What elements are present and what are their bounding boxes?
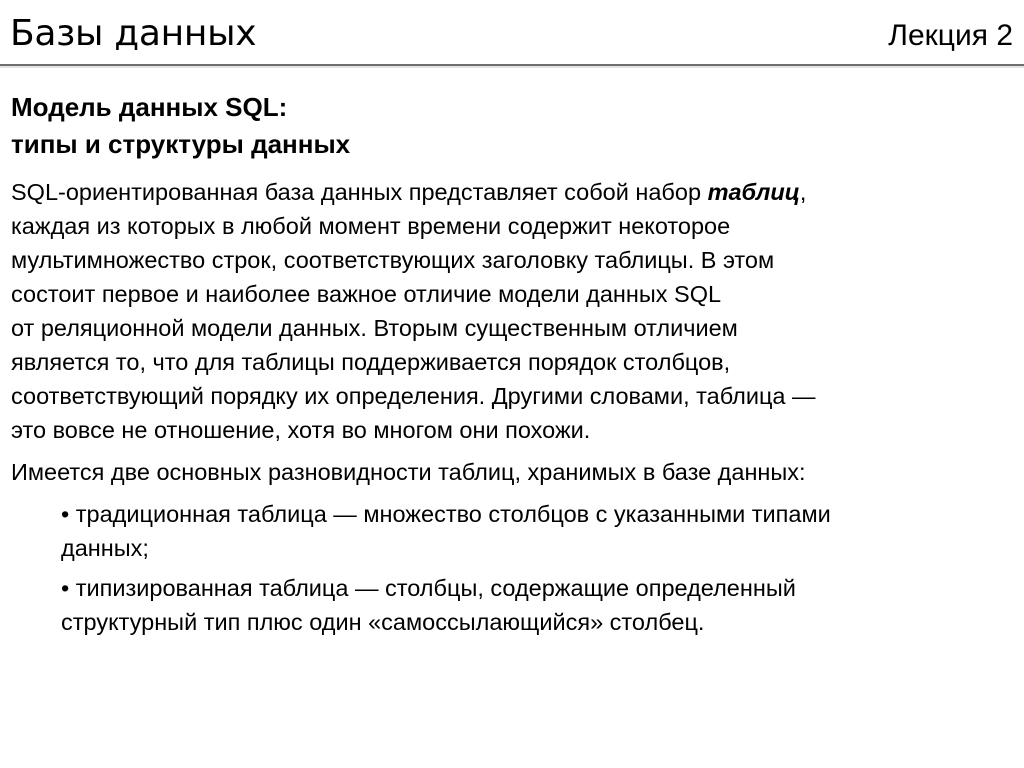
intro-line-7: соответствующий порядку их определения. Другими словами, таблица —: [11, 383, 816, 409]
slide-heading-line-2: типы и структуры данных: [11, 129, 351, 159]
header-divider-shadow: [0, 66, 1024, 68]
emphasized-term: таблиц: [707, 179, 800, 205]
slide-header: [0, 0, 1024, 64]
intro-paragraph: [11, 175, 1001, 447]
intro-line-1-end: ,: [799, 179, 807, 205]
intro-line-5: от реляционной модели данных. Вторым существенным отличием: [11, 315, 738, 341]
slide-heading-line-1: Модель данных SQL:: [11, 92, 288, 122]
bullet-item-traditional-table: [61, 497, 1011, 565]
intro-line-1: [11, 175, 1001, 209]
slide-content: [11, 89, 1011, 645]
intro-line-8: это вовсе не отношение, хотя во многом они похожи.: [11, 417, 591, 443]
intro-line-6: является то, что для таблицы поддерживается порядок столбцов,: [11, 349, 731, 375]
bullet-1-line-2: данных;: [61, 535, 149, 561]
intro-line-3: мультимножество строк, соответствующих заголовку таблицы. В этом: [11, 247, 775, 273]
lecture-label: Лекция 2: [888, 19, 1013, 52]
bullet-item-typed-table: [61, 571, 1011, 639]
slide-heading: [11, 89, 1011, 163]
bullet-2-line-2: структурный тип плюс один «самоссылающийся» столбец.: [61, 609, 705, 635]
intro-line-1-text: SQL-ориентированная база данных представляет собой набор: [11, 179, 708, 205]
table-kinds-paragraph: Имеется две основных разновидности таблиц, хранимых в базе данных:: [11, 459, 806, 485]
intro-line-4: состоит первое и наиболее важное отличие модели данных SQL: [11, 281, 722, 307]
bullet-1-line-1: • традиционная таблица — множество столбцов с указанными типами: [61, 501, 831, 527]
course-title: Базы данных: [10, 13, 257, 54]
intro-line-2: каждая из которых в любой момент времени содержит некоторое: [11, 213, 731, 239]
bullet-2-line-1: • типизированная таблица — столбцы, содержащие определенный: [61, 575, 796, 601]
